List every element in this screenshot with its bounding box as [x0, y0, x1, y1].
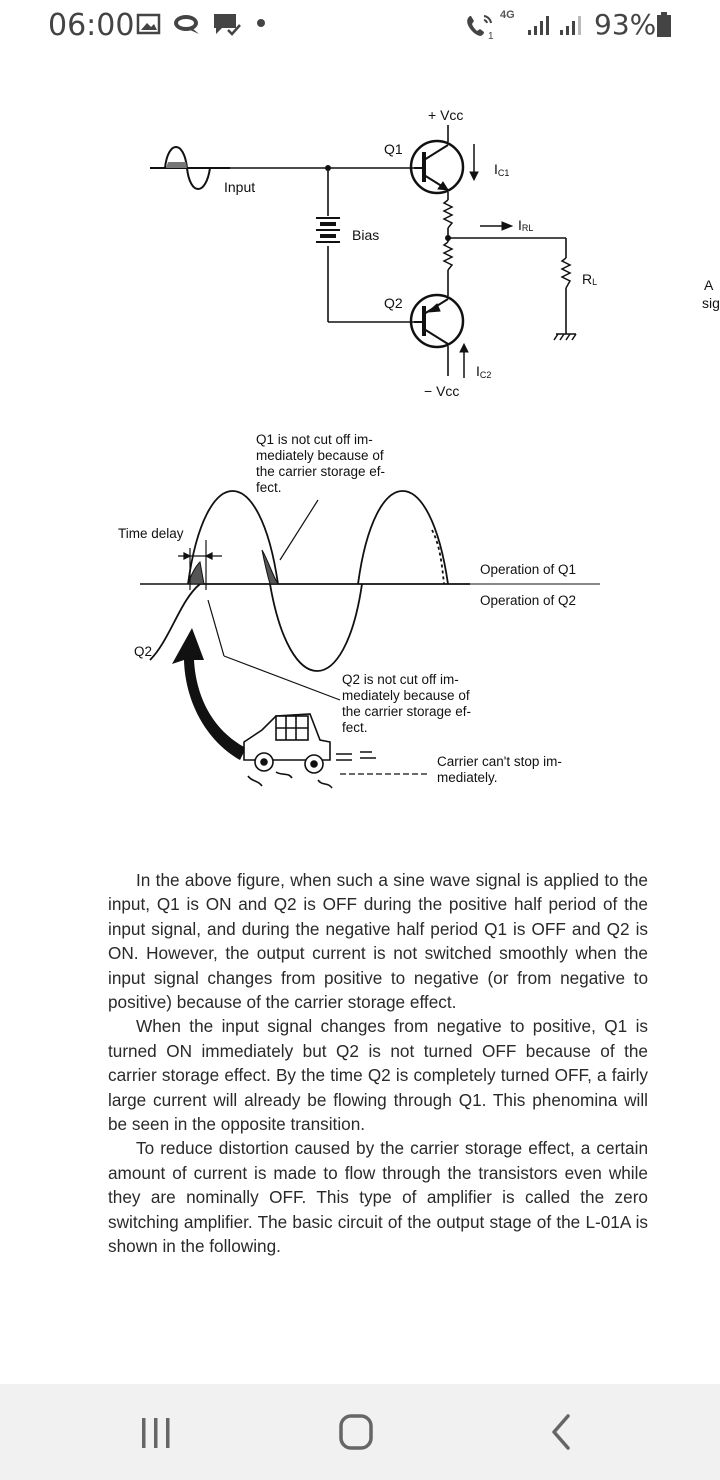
back-button[interactable] — [530, 1406, 590, 1458]
document-body — [108, 868, 648, 1259]
clock: 06:00 — [48, 8, 135, 43]
message-icon — [212, 12, 242, 38]
paragraph-3: To reduce distortion caused by the carrier storage effect, a certain amount of current is made to flow through the transistors even while they are nominally OFF. This type of amplifier is called the zero switching amplifier. The basic circuit of the output stage of the L-01A is shown in the following. — [108, 1138, 648, 1257]
paragraph-1: In the above figure, when such a sine wave signal is applied to the input, Q1 is ON and Q2 is OFF during the positive half period of the input signal, and during the negative half period Q1 is OFF and Q2 is ON. However, the output current is not switched smoothly when the input signal changes from positive to negative (or from negative to positive) because of the carrier storage effect. — [108, 870, 648, 1013]
edge-text-2: sig — [702, 295, 720, 311]
carrier-note: Carrier can't stop im- mediately. — [437, 754, 562, 785]
bias-battery-icon — [316, 218, 340, 242]
ic2-arrow-icon — [460, 344, 468, 378]
edge-text-1: A — [704, 277, 714, 293]
circuit-figure — [0, 60, 720, 860]
irl-label: IRL — [518, 217, 534, 233]
resistor-lower-icon — [444, 242, 452, 270]
recent-apps-button[interactable] — [126, 1406, 186, 1458]
dot-icon — [256, 18, 266, 28]
status-bar — [0, 0, 720, 50]
bias-label: Bias — [352, 227, 380, 243]
signal-icon — [526, 14, 554, 36]
chat-bubble-icon — [172, 12, 202, 36]
waveform — [140, 491, 600, 671]
q2-transistor-icon — [411, 295, 463, 347]
paragraph-2: When the input signal changes from negative to positive, Q1 is turned ON immediately but Q2 is not turned OFF because of the carrier storage effect. By the time Q2 is completely turned OFF, a fairly large current will already be flowing through Q1. This phenomina will be seen in the opposite transition. — [108, 1016, 648, 1135]
svg-text:1: 1 — [488, 31, 494, 40]
back-icon — [530, 1406, 590, 1458]
ic1-label: IC1 — [494, 161, 510, 178]
ic2-label: IC2 — [476, 363, 492, 380]
home-button[interactable] — [326, 1406, 386, 1458]
note-q2: Q2 is not cut off im- mediately because of the carrier storage ef- fect. — [342, 672, 472, 735]
q2-wave-label: Q2 — [134, 644, 153, 659]
circuit-wires — [230, 125, 566, 376]
input-label: Input — [224, 179, 256, 195]
operation-q1-label: Operation of Q1 — [480, 562, 577, 577]
home-icon — [326, 1406, 386, 1458]
vcc-negative-label: − Vcc — [424, 383, 460, 399]
gallery-icon — [136, 12, 162, 36]
resistor-upper-icon — [444, 200, 452, 228]
network-type: 4G — [500, 9, 515, 21]
battery-icon — [656, 12, 672, 38]
note-q1: Q1 is not cut off im- mediately because of the carrier storage ef- fect. — [256, 432, 386, 495]
battery-percent: 93% — [594, 8, 657, 41]
rl-label: RL — [582, 271, 598, 287]
recent-apps-icon — [126, 1406, 186, 1458]
q2-label: Q2 — [384, 295, 403, 311]
irl-arrow-icon — [480, 222, 512, 230]
load-resistor-icon — [562, 258, 570, 288]
input-sine-icon — [150, 147, 230, 189]
q1-label: Q1 — [384, 141, 403, 157]
time-delay-label: Time delay — [118, 526, 184, 541]
navigation-bar — [0, 1384, 720, 1480]
q1-transistor-icon — [411, 141, 463, 193]
big-arrow-icon — [172, 628, 246, 760]
operation-q2-label: Operation of Q2 — [480, 593, 577, 608]
signal-icon-2 — [558, 14, 586, 36]
ic1-arrow-icon — [470, 144, 478, 180]
vcc-positive-label: + Vcc — [428, 107, 464, 123]
wifi-call-icon — [464, 12, 496, 40]
ground-icon — [554, 334, 576, 340]
